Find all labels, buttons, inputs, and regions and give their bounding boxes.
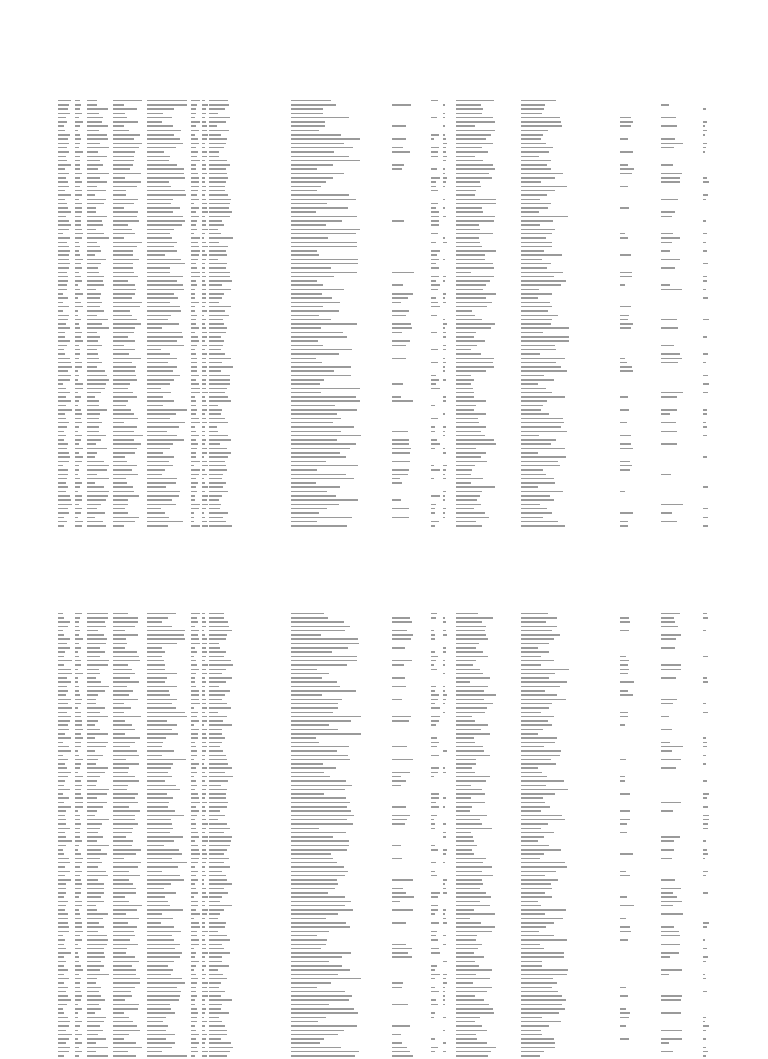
data-table [58, 94, 718, 529]
table-cell [113, 524, 124, 528]
table-cell [392, 1055, 413, 1059]
table-cell [113, 1055, 136, 1059]
document-page-2 [0, 560, 768, 1024]
table-cell [456, 524, 482, 528]
table-cell [58, 1055, 64, 1059]
table-cell [58, 524, 64, 528]
table-cell [75, 1055, 79, 1059]
table-cell [147, 1055, 187, 1059]
table-cell [703, 524, 708, 528]
table-cell [202, 524, 208, 528]
table-cell [431, 524, 435, 528]
table-cell [291, 524, 347, 528]
table-cell [191, 524, 200, 528]
table-cell [209, 524, 232, 528]
data-table [58, 612, 718, 1059]
table-cell [209, 1055, 227, 1059]
table-cell [87, 1055, 108, 1059]
table-cell [202, 1055, 207, 1059]
table-body [58, 99, 718, 529]
table-row [58, 1055, 718, 1059]
table-cell [291, 1055, 355, 1059]
table-row [58, 524, 718, 528]
table-cell [521, 524, 565, 528]
table-cell [456, 1055, 488, 1059]
table-cell [620, 524, 628, 528]
table-cell [87, 524, 106, 528]
table-cell [75, 524, 82, 528]
table-cell [521, 1055, 540, 1059]
table-cell [147, 524, 168, 528]
table-body [58, 612, 718, 1059]
table-cell [703, 1055, 706, 1059]
table-cell [191, 1055, 195, 1059]
